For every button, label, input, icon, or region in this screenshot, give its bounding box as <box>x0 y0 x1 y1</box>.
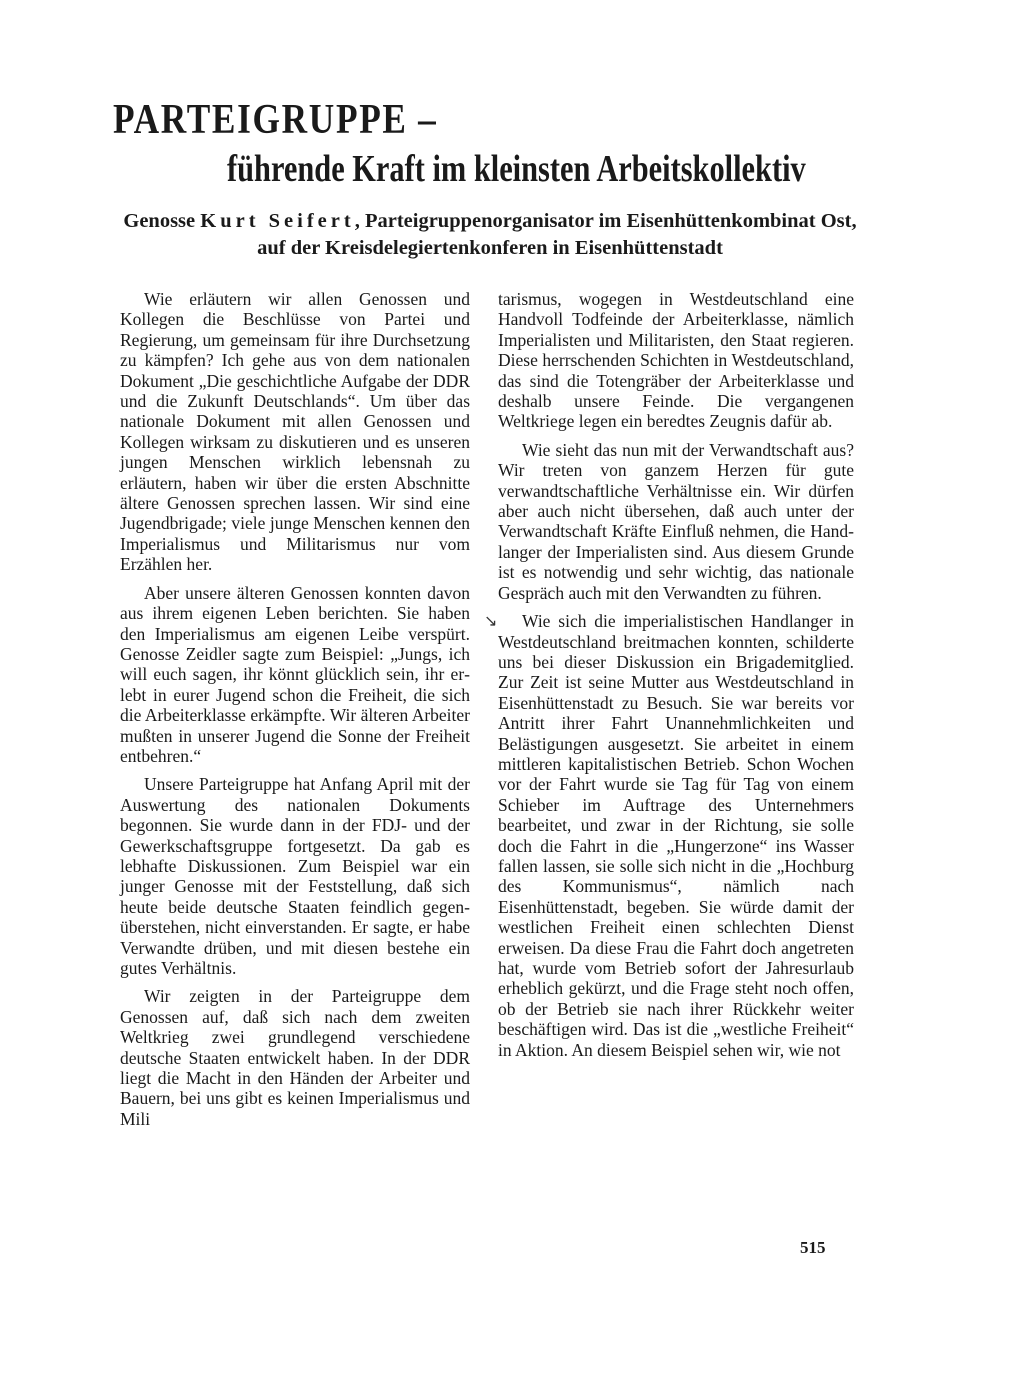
margin-mark: ↘ <box>484 613 498 630</box>
subtitle-prefix: Genosse <box>123 210 201 232</box>
page-number: 515 <box>800 1238 826 1257</box>
article-title-line-1: PARTEIGRUPPE – <box>113 97 438 143</box>
paragraph: Wie erläutern wir allen Genossen und Kollegen die Beschlüsse von Partei und Regierung, um gemeinsam für ihre Durchsetzung zu kämpfen? Ich gehe aus von dem nationalen Dokument „Die geschichtliche Aufgabe der DDR und die Zukunft Deutschlands“. Um über das nationale Dokument mit allen Genossen und Kollegen wirksam zu diskutieren und es unseren jungen Menschen wirklich lebensnah zu erläutern, haben wir über die ersten Abschnitte ältere Genossen sprechen lassen. Wir sind eine Jugendbrigade; viele junge Menschen kennen den Imperialismus und Militarismus nur vom Erzählen her. <box>120 289 470 575</box>
paragraph: Unsere Parteigruppe hat Anfang April mit der Auswertung des nationalen Dokuments begonnen. Sie wurde dann in der FDJ- und der Gewerkschaftsgruppe fortgesetzt. Da gab es lebhafte Diskussionen. Zum Beispiel war ein junger Genosse mit der Feststellung, daß sich heute beide deutsche Staaten feindlich gegenüberstehen, nicht einverstanden. Er sagte, er habe Verwandte drüben, und mit diesen bestehe ein gutes Verhältnis. <box>120 774 470 978</box>
paragraph: Wir zeigten in der Parteigruppe dem Genossen auf, daß sich nach dem zweiten Weltkrieg zwei grundlegend verschiedene deutsche Staaten entwickelt haben. In der DDR liegt die Macht in den Händen der Arbeiter und Bauern, bei uns gibt es keinen Imperialismus und Mili <box>120 986 470 1129</box>
article-subtitle <box>120 208 860 262</box>
left-column <box>120 289 470 1137</box>
paragraph: tarismus, wogegen in Westdeutschland eine Handvoll Todfeinde der Arbeiterklasse, nämlich Imperialisten und Militaristen, den Staat regieren. Diese herrschenden Schichten in Westdeutschland, das sind die Totengräber der Arbeiterklasse und deshalb unsere Feinde. Die vergangenen Weltkriege legen ein beredtes Zeugnis dafür ab. <box>498 289 854 432</box>
paragraph: Wie sich die imperialistischen Handlanger in Westdeutschland breitmachen konnten, schilderte uns bei dieser Diskussion ein Brigademitglied. Zur Zeit ist seine Mutter aus Westdeutschland in Eisenhüttenstadt zu Besuch. Sie war bereits vor Antritt ihrer Fahrt Unannehmlichkeiten und Belästigungen ausgesetzt. Sie arbeitet in einem mittleren kapitalistischen Betrieb. Schon Wochen vor der Fahrt wurde sie Tag für Tag von einem Schieber im Auftrage des Unternehmers bearbeitet, und zwar in der Richtung, sie solle doch die Fahrt in die „Hungerzone“ ins Wasser fallen lassen, sie solle sich nicht in die „Hochburg des Kommunismus“, nämlich nach Eisenhüttenstadt, begeben. Sie würde damit der westlichen Freiheit einen schlechten Dienst erweisen. Da diese Frau die Fahrt doch angetreten hat, wurde vom Betrieb sofort der Jahresurlaub erheblich gekürzt, und die Frage steht noch offen, ob der Betrieb sie nach ihrer Rückkehr weiter beschäftigen wird. Das ist die „westliche Freiheit“ in Aktion. An diesem Beispiel sehen wir, wie not <box>498 611 854 1060</box>
subtitle-suffix: , Parteigruppenorganisator im Eisenhüttenkombinat Ost, auf der Kreisdelegiertenkonferen in Eisenhüttenstadt <box>257 210 857 259</box>
article-title-line-2: führende Kraft im kleinsten Arbeitskollektiv <box>227 148 806 190</box>
right-column <box>498 289 854 1068</box>
author-name: Kurt Seifert <box>200 210 355 232</box>
paragraph: Wie sieht das nun mit der Verwandtschaft aus? Wir treten von ganzem Herzen für gute verwandtschaftliche Verhältnisse ein. Wir dürfen aber auch nicht übersehen, daß auch unter der Verwandtschaft Kräfte Einfluß nehmen, die Handlanger der Imperialisten sind. Aus diesem Grunde ist es notwendig und sehr wichtig, das nationale Gespräch auch mit den Verwandten zu führen. <box>498 439 854 603</box>
paragraph: Aber unsere älteren Genossen konnten davon aus ihrem eigenen Leben berichten. Sie haben den Imperialismus am eigenen Leibe verspürt. Genosse Zeidler sagte zum Beispiel: „Jungs, ich will euch sagen, ihr könnt glücklich sein, ihr erlebt in eurer Jugend schon die Freiheit, die sich die Arbeiterklasse erkämpfte. Wir älteren Arbeiter mußten in unserer Jugend die Sonne der Freiheit entbehren.“ <box>120 582 470 766</box>
